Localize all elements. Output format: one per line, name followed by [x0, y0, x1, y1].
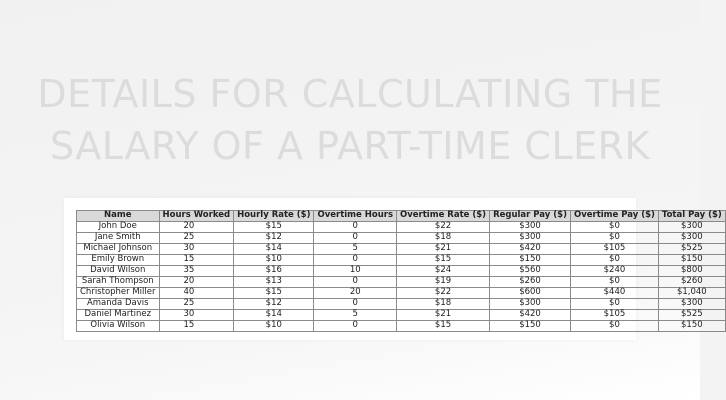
cell-name: Amanda Davis [77, 299, 160, 310]
table-row [77, 233, 726, 244]
cell-hourly-rate: $12 [234, 299, 314, 310]
cell-hours-worked: 25 [159, 299, 234, 310]
table-row [77, 288, 726, 299]
cell-total-pay: $1,040 [658, 288, 725, 299]
cell-overtime-pay: $0 [570, 299, 658, 310]
table-row [77, 222, 726, 233]
table-row [77, 244, 726, 255]
cell-total-pay: $525 [658, 244, 725, 255]
cell-overtime-rate: $24 [397, 266, 490, 277]
cell-hours-worked: 15 [159, 321, 234, 332]
column-header-hours-worked: Hours Worked [159, 211, 234, 222]
cell-hours-worked: 25 [159, 233, 234, 244]
cell-regular-pay: $150 [490, 321, 571, 332]
cell-overtime-rate: $21 [397, 244, 490, 255]
cell-overtime-hours: 0 [314, 299, 397, 310]
cell-overtime-rate: $18 [397, 233, 490, 244]
cell-regular-pay: $300 [490, 299, 571, 310]
table-row [77, 266, 726, 277]
cell-overtime-pay: $240 [570, 266, 658, 277]
cell-hours-worked: 15 [159, 255, 234, 266]
cell-total-pay: $300 [658, 299, 725, 310]
cell-hours-worked: 40 [159, 288, 234, 299]
cell-total-pay: $300 [658, 233, 725, 244]
cell-overtime-pay: $105 [570, 310, 658, 321]
cell-name: David Wilson [77, 266, 160, 277]
cell-overtime-hours: 0 [314, 277, 397, 288]
cell-regular-pay: $260 [490, 277, 571, 288]
cell-overtime-pay: $0 [570, 255, 658, 266]
cell-name: Olivia Wilson [77, 321, 160, 332]
table-header-row [77, 211, 726, 222]
column-header-total-pay: Total Pay ($) [658, 211, 725, 222]
cell-overtime-hours: 5 [314, 310, 397, 321]
cell-overtime-rate: $15 [397, 321, 490, 332]
cell-total-pay: $150 [658, 255, 725, 266]
cell-hours-worked: 35 [159, 266, 234, 277]
table-row [77, 277, 726, 288]
cell-overtime-rate: $18 [397, 299, 490, 310]
cell-overtime-pay: $440 [570, 288, 658, 299]
page-title [0, 68, 700, 172]
cell-regular-pay: $300 [490, 233, 571, 244]
cell-name: Jane Smith [77, 233, 160, 244]
table-row [77, 255, 726, 266]
cell-total-pay: $525 [658, 310, 725, 321]
table-card [64, 198, 722, 340]
cell-overtime-pay: $105 [570, 244, 658, 255]
column-header-overtime-hours: Overtime Hours [314, 211, 397, 222]
cell-hourly-rate: $14 [234, 244, 314, 255]
column-header-overtime-pay: Overtime Pay ($) [570, 211, 658, 222]
table-row [77, 310, 726, 321]
column-header-regular-pay: Regular Pay ($) [490, 211, 571, 222]
cell-hours-worked: 30 [159, 244, 234, 255]
cell-hourly-rate: $12 [234, 233, 314, 244]
cell-overtime-pay: $0 [570, 321, 658, 332]
cell-hours-worked: 20 [159, 277, 234, 288]
cell-overtime-hours: 10 [314, 266, 397, 277]
title-line-1: DETAILS FOR CALCULATING THE [37, 72, 663, 116]
cell-overtime-hours: 5 [314, 244, 397, 255]
cell-overtime-rate: $15 [397, 255, 490, 266]
column-header-overtime-rate: Overtime Rate ($) [397, 211, 490, 222]
cell-total-pay: $260 [658, 277, 725, 288]
cell-overtime-hours: 0 [314, 222, 397, 233]
cell-total-pay: $150 [658, 321, 725, 332]
cell-overtime-hours: 0 [314, 233, 397, 244]
cell-overtime-rate: $21 [397, 310, 490, 321]
cell-regular-pay: $560 [490, 266, 571, 277]
cell-regular-pay: $150 [490, 255, 571, 266]
cell-overtime-pay: $0 [570, 222, 658, 233]
cell-hours-worked: 20 [159, 222, 234, 233]
cell-hours-worked: 30 [159, 310, 234, 321]
cell-overtime-hours: 0 [314, 255, 397, 266]
cell-regular-pay: $420 [490, 244, 571, 255]
cell-hourly-rate: $13 [234, 277, 314, 288]
cell-name: John Doe [77, 222, 160, 233]
cell-hourly-rate: $14 [234, 310, 314, 321]
cell-regular-pay: $300 [490, 222, 571, 233]
column-header-hourly-rate: Hourly Rate ($) [234, 211, 314, 222]
column-header-name: Name [77, 211, 160, 222]
cell-regular-pay: $420 [490, 310, 571, 321]
cell-total-pay: $800 [658, 266, 725, 277]
cell-hourly-rate: $10 [234, 255, 314, 266]
cell-overtime-pay: $0 [570, 277, 658, 288]
cell-hourly-rate: $16 [234, 266, 314, 277]
cell-overtime-rate: $22 [397, 222, 490, 233]
cell-overtime-rate: $19 [397, 277, 490, 288]
title-line-2: SALARY OF A PART-TIME CLERK [50, 124, 650, 168]
cell-hourly-rate: $10 [234, 321, 314, 332]
cell-name: Christopher Miller [77, 288, 160, 299]
cell-regular-pay: $600 [490, 288, 571, 299]
cell-overtime-pay: $0 [570, 233, 658, 244]
cell-hourly-rate: $15 [234, 222, 314, 233]
cell-overtime-hours: 20 [314, 288, 397, 299]
cell-hourly-rate: $15 [234, 288, 314, 299]
table-row [77, 321, 726, 332]
salary-table [76, 210, 726, 332]
table-body [77, 222, 726, 332]
cell-name: Michael Johnson [77, 244, 160, 255]
cell-name: Sarah Thompson [77, 277, 160, 288]
table-row [77, 299, 726, 310]
cell-total-pay: $300 [658, 222, 725, 233]
cell-overtime-hours: 0 [314, 321, 397, 332]
cell-name: Emily Brown [77, 255, 160, 266]
cell-overtime-rate: $22 [397, 288, 490, 299]
cell-name: Daniel Martinez [77, 310, 160, 321]
